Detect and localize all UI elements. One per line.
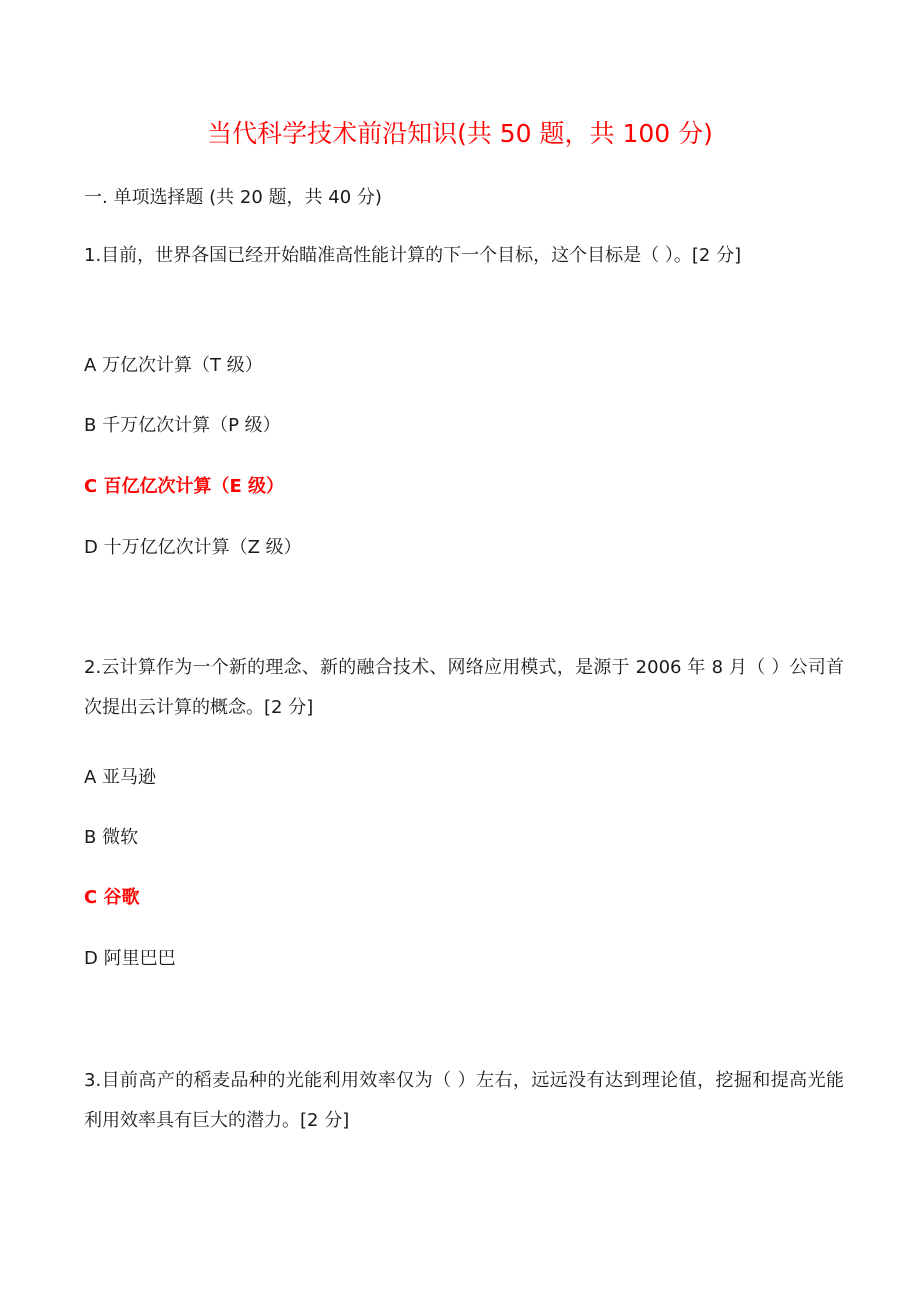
question-2-text: 2.云计算作为一个新的理念、新的融合技术、网络应用模式，是源于 2006 年 8 月（ ）公司首次提出云计算的概念。[2 分] [84, 657, 844, 718]
question-2-option-b: B 微软 [84, 827, 139, 848]
question-1-option-b: B 千万亿次计算（P 级） [84, 415, 281, 436]
question-1-option-c-correct: C 百亿亿次计算（E 级） [84, 476, 285, 497]
question-3-text: 3.目前高产的稻麦品种的光能利用效率仅为（ ）左右，远远没有达到理论值，挖掘和提高光能利用效率具有巨大的潜力。[2 分] [84, 1070, 844, 1131]
question-2-option-a: A 亚马逊 [84, 767, 157, 788]
document-title: 当代科学技术前沿知识(共 50 题，共 100 分) [207, 119, 713, 148]
question-1-text: 1.目前，世界各国已经开始瞄准高性能计算的下一个目标，这个目标是（ ）。[2 分] [84, 245, 742, 266]
question-2-option-c-correct: C 谷歌 [84, 887, 140, 908]
section-heading: 一. 单项选择题 (共 20 题，共 40 分) [84, 187, 382, 208]
question-2-option-d: D 阿里巴巴 [84, 948, 176, 969]
question-1-option-d: D 十万亿亿次计算（Z 级） [84, 537, 302, 558]
question-1-option-a: A 万亿次计算（T 级） [84, 355, 263, 376]
